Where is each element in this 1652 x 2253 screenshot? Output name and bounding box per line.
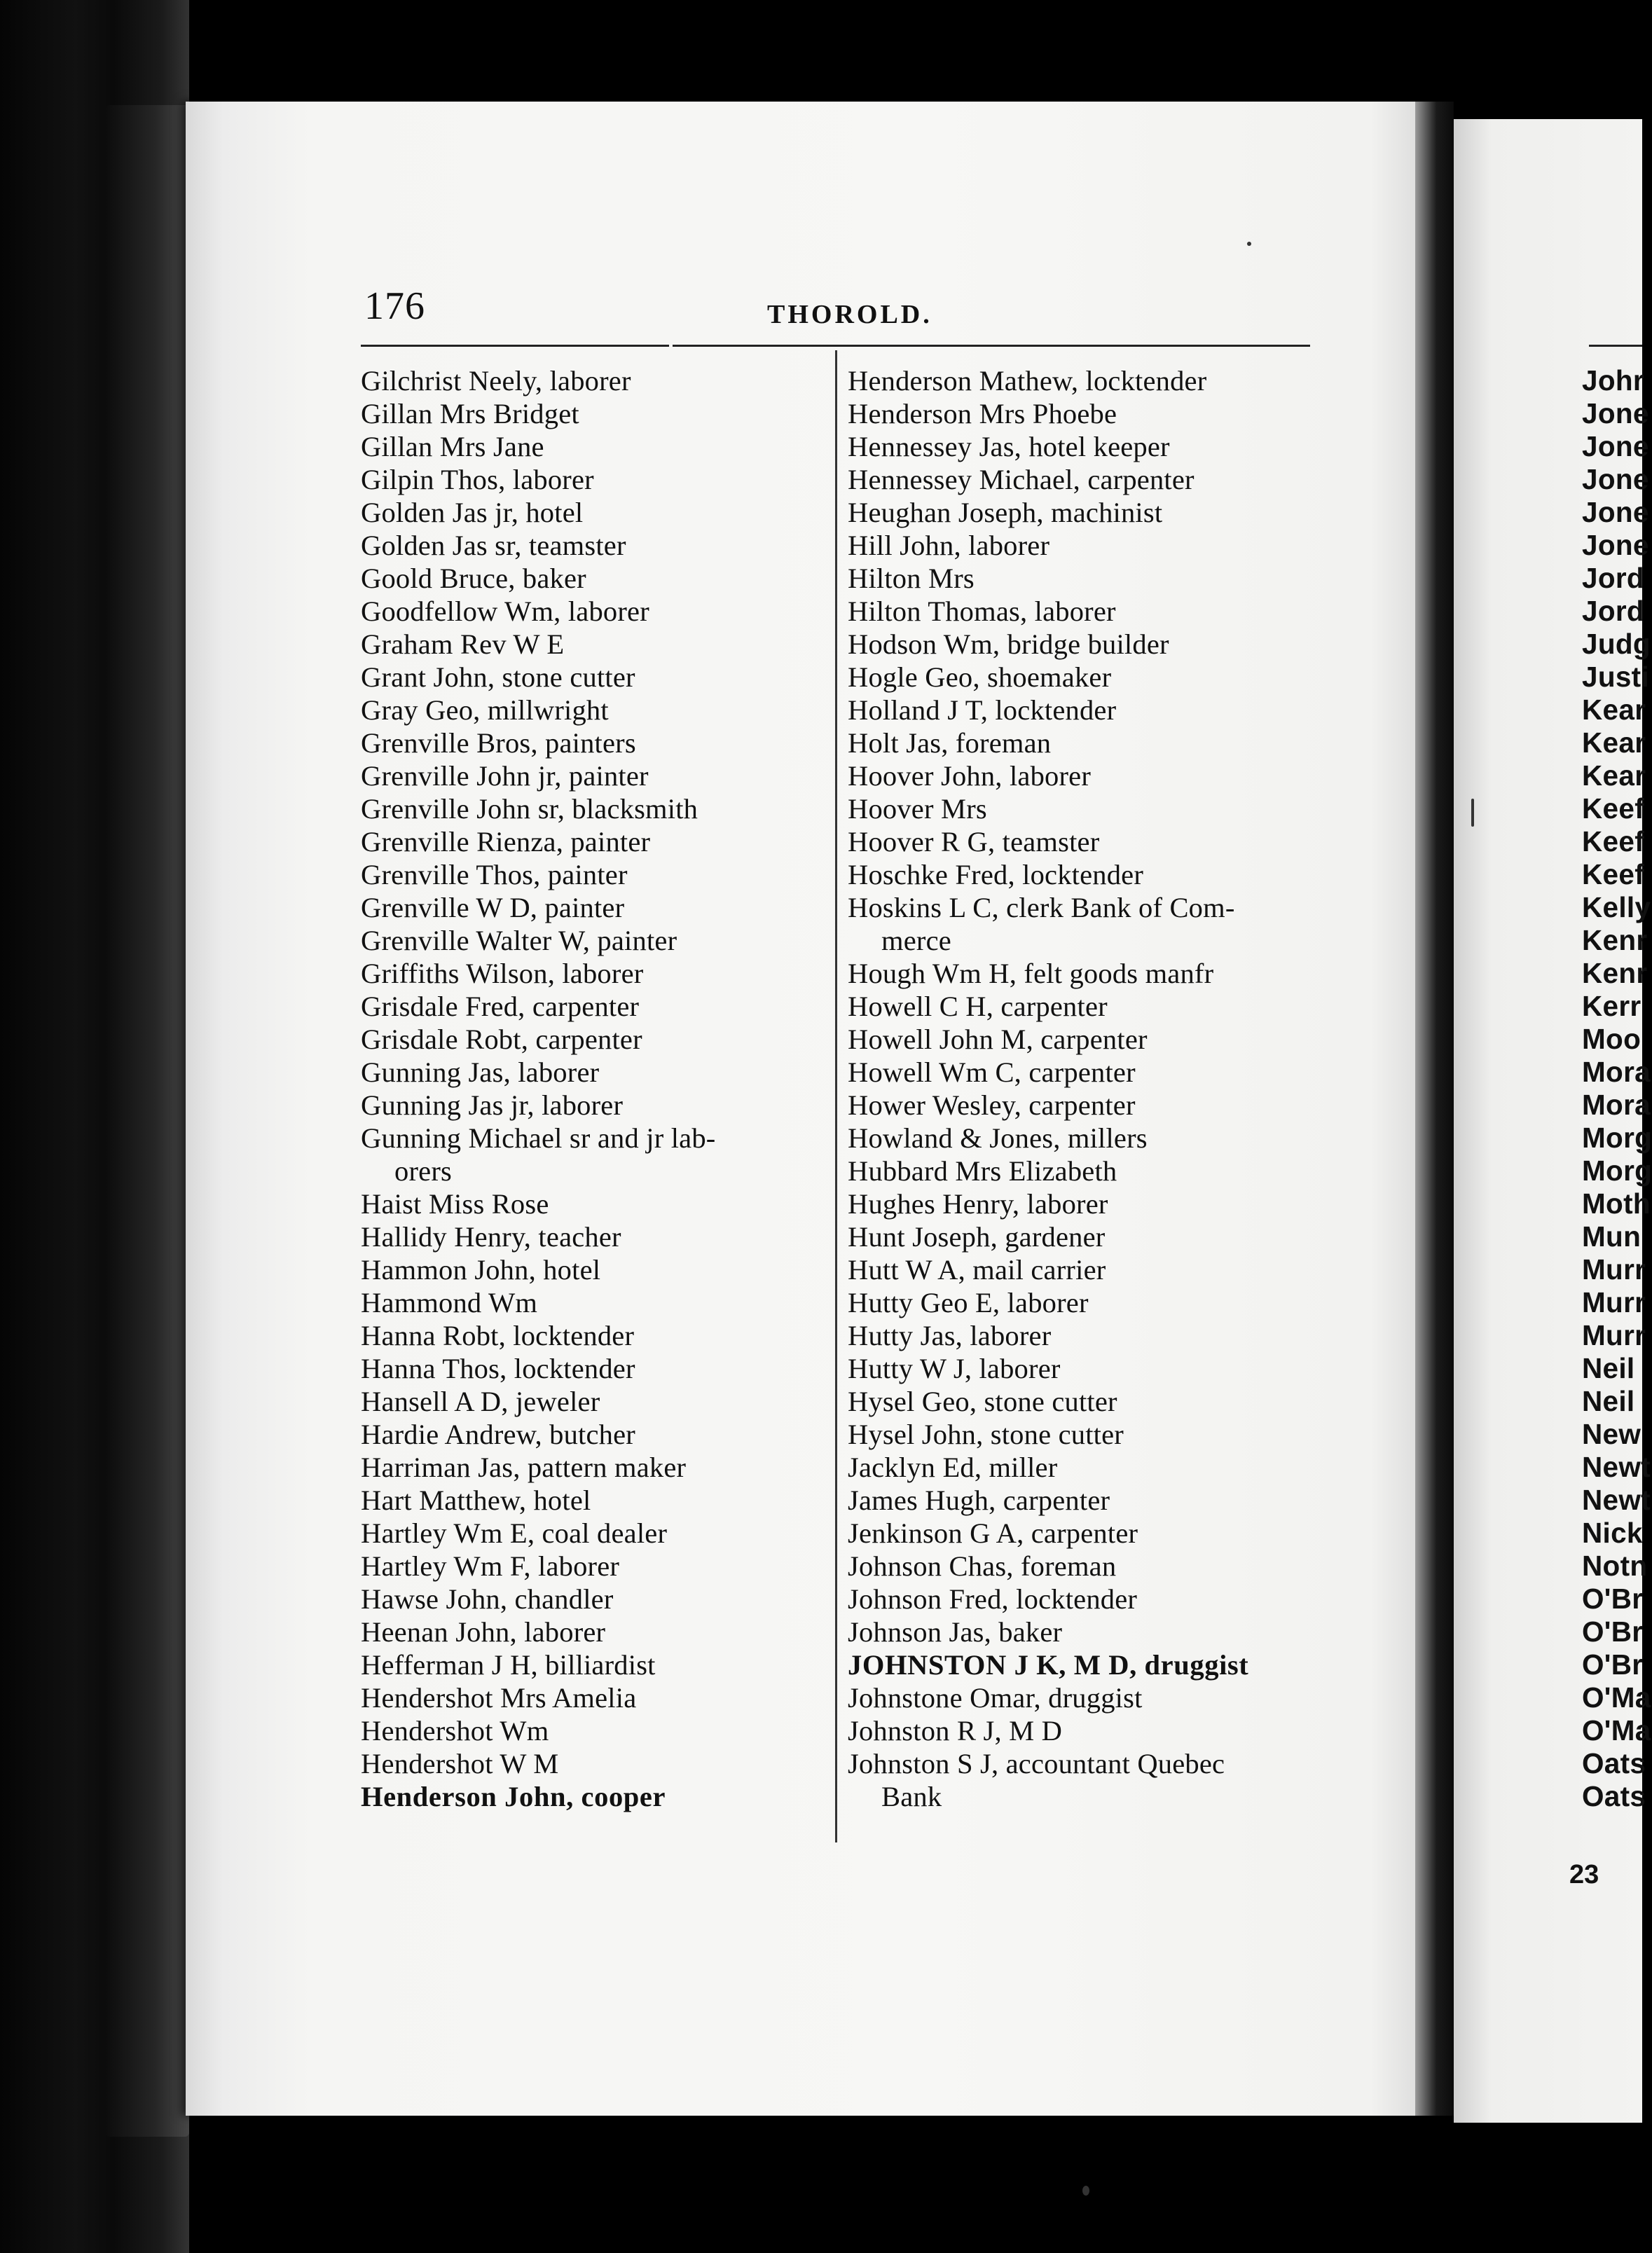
facing-page-entry-fragment: Kelly — [1582, 891, 1651, 923]
directory-entry: Howell Wm C, carpenter — [848, 1056, 1136, 1088]
directory-entry: Hammond Wm — [361, 1287, 538, 1318]
facing-page-entry-fragment: Mora — [1582, 1056, 1651, 1088]
facing-page-entry-fragment: Oats — [1582, 1747, 1646, 1779]
directory-entry: Howell John M, carpenter — [848, 1024, 1148, 1055]
directory-entry: Grenville John sr, blacksmith — [361, 793, 698, 825]
directory-entry-continuation: orers — [394, 1155, 452, 1187]
facing-page-entry-fragment: Notn — [1582, 1550, 1648, 1582]
page-header — [364, 284, 1310, 340]
directory-entry: Hodson Wm, bridge builder — [848, 628, 1169, 660]
directory-entry: Hendershot Mrs Amelia — [361, 1682, 637, 1714]
directory-entry: Hoskins L C, clerk Bank of Com- — [848, 892, 1235, 923]
directory-entry: Hysel John, stone cutter — [848, 1419, 1124, 1450]
directory-entry: Hutty Jas, laborer — [848, 1320, 1052, 1351]
directory-entry: Hughes Henry, laborer — [848, 1188, 1108, 1220]
directory-entry: Howland & Jones, millers — [848, 1122, 1148, 1154]
facing-page-entry-fragment: Newt — [1582, 1451, 1651, 1483]
directory-entry-continuation: Bank — [881, 1781, 942, 1812]
facing-page-entry-fragment: Mora — [1582, 1089, 1651, 1121]
directory-entry: Henderson Mathew, locktender — [848, 365, 1207, 397]
directory-entry: Heenan John, laborer — [361, 1616, 606, 1648]
directory-entry: Hefferman J H, billiardist — [361, 1649, 656, 1681]
facing-page-entry-fragment: Keef — [1582, 858, 1644, 890]
facing-page-entry-fragment: Kear — [1582, 694, 1646, 726]
directory-entry: Hennessey Michael, carpenter — [848, 464, 1195, 495]
directory-entry: Henderson Mrs Phoebe — [848, 398, 1117, 429]
facing-page-entry-fragment: Jone — [1582, 496, 1649, 528]
page-gutter — [1415, 102, 1454, 2116]
directory-entry: Henderson John, cooper — [361, 1781, 666, 1812]
directory-entry: Grenville Bros, painters — [361, 727, 636, 759]
column-divider — [835, 350, 837, 1842]
directory-entry: Hoschke Fred, locktender — [848, 859, 1144, 890]
facing-page-entry-fragment: Jone — [1582, 397, 1649, 429]
directory-entry: Grenville W D, painter — [361, 892, 625, 923]
directory-entry: Hill John, laborer — [848, 530, 1050, 561]
facing-page-entry-fragment: Kenr — [1582, 957, 1648, 989]
facing-page-entry-fragment: Jone — [1582, 529, 1649, 561]
directory-entry: Hoover John, laborer — [848, 760, 1092, 792]
directory-entry: Hendershot W M — [361, 1748, 559, 1779]
directory-entry: Gillan Mrs Bridget — [361, 398, 579, 429]
directory-entry: Hutty W J, laborer — [848, 1353, 1061, 1384]
page-number: 176 — [364, 284, 425, 328]
facing-page-entry-fragment: Jone — [1582, 463, 1649, 495]
header-rule-left — [361, 345, 669, 347]
directory-entry: Heughan Joseph, machinist — [848, 497, 1163, 528]
directory-entry: Gunning Michael sr and jr lab- — [361, 1122, 716, 1154]
directory-entry: Goodfellow Wm, laborer — [361, 595, 649, 627]
directory-entry: Golden Jas sr, teamster — [361, 530, 626, 561]
directory-entry: Hammon John, hotel — [361, 1254, 601, 1286]
facing-page-entry-fragment: New — [1582, 1418, 1641, 1450]
header-rule-right — [673, 345, 1310, 347]
paper-speck — [1247, 242, 1251, 246]
facing-page-entry-fragment: O'Br — [1582, 1583, 1644, 1615]
directory-entry: Johnston S J, accountant Quebec — [848, 1748, 1225, 1779]
directory-entry: Goold Bruce, baker — [361, 563, 586, 594]
directory-entry: Grenville Rienza, painter — [361, 826, 651, 857]
directory-entry: Johnston R J, M D — [848, 1715, 1063, 1746]
facing-page-footer-mark: 23 — [1569, 1860, 1599, 1889]
directory-entry: Hutt W A, mail carrier — [848, 1254, 1106, 1286]
directory-entry: Gillan Mrs Jane — [361, 431, 544, 462]
facing-page-entry-fragment: Newt — [1582, 1484, 1651, 1516]
directory-entry: Jacklyn Ed, miller — [848, 1452, 1058, 1483]
directory-entry: Hunt Joseph, gardener — [848, 1221, 1106, 1253]
directory-entry: Hawse John, chandler — [361, 1583, 614, 1615]
directory-entry: Hartley Wm F, laborer — [361, 1550, 620, 1582]
facing-page-entry-fragment: Kear — [1582, 759, 1646, 792]
directory-column-right — [848, 364, 1338, 1813]
facing-page-entry-fragment: Morg — [1582, 1122, 1652, 1154]
directory-entry: Gunning Jas jr, laborer — [361, 1089, 624, 1121]
directory-entry: Grenville Thos, painter — [361, 859, 628, 890]
facing-page-entry-fragment: Kerr — [1582, 990, 1641, 1022]
directory-entry: Hartley Wm E, coal dealer — [361, 1517, 668, 1549]
facing-page-entry-fragment: Justi — [1582, 661, 1650, 693]
directory-entry: Griffiths Wilson, laborer — [361, 958, 644, 989]
directory-entry: Holt Jas, foreman — [848, 727, 1052, 759]
directory-entry: Grenville John jr, painter — [361, 760, 649, 792]
facing-page-entry-fragment: Oats — [1582, 1780, 1646, 1812]
facing-page-entry-fragment: Johr — [1582, 364, 1644, 397]
book-binding-edge — [105, 105, 189, 2137]
facing-page-rule — [1589, 345, 1642, 347]
facing-page-column — [1582, 364, 1652, 1813]
paper-speck — [1471, 799, 1474, 827]
directory-entry: JOHNSTON J K, M D, druggist — [848, 1649, 1249, 1681]
directory-entry: Hanna Robt, locktender — [361, 1320, 635, 1351]
directory-entry: Hallidy Henry, teacher — [361, 1221, 621, 1253]
facing-page-clip — [1454, 0, 1652, 2253]
directory-entry: Howell C H, carpenter — [848, 991, 1108, 1022]
directory-entry: Gray Geo, millwright — [361, 694, 609, 726]
facing-page-entry-fragment: Keef — [1582, 825, 1644, 857]
directory-entry: Jenkinson G A, carpenter — [848, 1517, 1138, 1549]
directory-entry: Grisdale Robt, carpenter — [361, 1024, 642, 1055]
directory-entry: James Hugh, carpenter — [848, 1484, 1110, 1516]
directory-entry: Golden Jas jr, hotel — [361, 497, 584, 528]
directory-entry: Gunning Jas, laborer — [361, 1056, 600, 1088]
directory-entry: Gilpin Thos, laborer — [361, 464, 594, 495]
running-head: THOROLD. — [767, 300, 932, 329]
directory-entry: Harriman Jas, pattern maker — [361, 1452, 687, 1483]
directory-entry: Graham Rev W E — [361, 628, 565, 660]
directory-entry: Johnson Fred, locktender — [848, 1583, 1138, 1615]
directory-entry: Grenville Walter W, painter — [361, 925, 677, 956]
directory-entry: Holland J T, locktender — [848, 694, 1117, 726]
facing-page-entry-fragment: Mun — [1582, 1220, 1641, 1253]
directory-entry: Hansell A D, jeweler — [361, 1386, 600, 1417]
directory-entry: Hart Matthew, hotel — [361, 1484, 591, 1516]
facing-page-entry-fragment: Jord — [1582, 595, 1644, 627]
facing-page-entry-fragment: Nick — [1582, 1517, 1643, 1549]
directory-entry: Hower Wesley, carpenter — [848, 1089, 1136, 1121]
facing-page-entry-fragment: O'Ma — [1582, 1714, 1651, 1746]
directory-entry: Hendershot Wm — [361, 1715, 549, 1746]
directory-entry: Hough Wm H, felt goods manfr — [848, 958, 1214, 989]
directory-entry: Hanna Thos, locktender — [361, 1353, 635, 1384]
directory-entry: Gilchrist Neely, laborer — [361, 365, 631, 397]
facing-page-entry-fragment: O'Ma — [1582, 1681, 1651, 1714]
directory-entry: Hubbard Mrs Elizabeth — [848, 1155, 1117, 1187]
facing-page-entry-fragment: Jone — [1582, 430, 1649, 462]
directory-entry: Hilton Thomas, laborer — [848, 595, 1116, 627]
directory-entry: Hogle Geo, shoemaker — [848, 661, 1112, 693]
facing-page-entry-fragment: Neil — [1582, 1385, 1635, 1417]
facing-page-entry-fragment: Kenr — [1582, 924, 1648, 956]
directory-entry: Grisdale Fred, carpenter — [361, 991, 640, 1022]
directory-entry: Hutty Geo E, laborer — [848, 1287, 1089, 1318]
directory-entry: Johnson Chas, foreman — [848, 1550, 1117, 1582]
directory-entry: Grant John, stone cutter — [361, 661, 635, 693]
facing-page-entry-fragment: Morg — [1582, 1155, 1652, 1187]
directory-entry: Johnstone Omar, druggist — [848, 1682, 1143, 1714]
directory-entry: Hennessey Jas, hotel keeper — [848, 431, 1170, 462]
facing-page-entry-fragment: Moth — [1582, 1187, 1651, 1220]
facing-page-entry-fragment: Murr — [1582, 1286, 1646, 1318]
facing-page-entry-fragment: Murr — [1582, 1319, 1646, 1351]
facing-page-entry-fragment: O'Br — [1582, 1648, 1644, 1681]
facing-page-entry-fragment: Jord — [1582, 562, 1644, 594]
directory-column-left — [361, 364, 823, 1813]
directory-entry: Hoover Mrs — [848, 793, 987, 825]
facing-page-entry-fragment: Judg — [1582, 628, 1651, 660]
directory-entry: Haist Miss Rose — [361, 1188, 549, 1220]
facing-page-entry-fragment: Kear — [1582, 726, 1646, 759]
paper-speck — [1082, 2186, 1089, 2196]
directory-entry: Hysel Geo, stone cutter — [848, 1386, 1117, 1417]
facing-page-entry-fragment: Keef — [1582, 792, 1644, 825]
facing-page-entry-fragment: Murr — [1582, 1253, 1646, 1286]
facing-page-entry-fragment: O'Br — [1582, 1615, 1644, 1648]
directory-entry: Hoover R G, teamster — [848, 826, 1100, 857]
directory-entry: Johnson Jas, baker — [848, 1616, 1063, 1648]
facing-page-entry-fragment: Moo — [1582, 1023, 1641, 1055]
directory-entry-continuation: merce — [881, 925, 951, 956]
directory-entry: Hardie Andrew, butcher — [361, 1419, 635, 1450]
directory-entry: Hilton Mrs — [848, 563, 975, 594]
facing-page-entry-fragment: Neil — [1582, 1352, 1635, 1384]
